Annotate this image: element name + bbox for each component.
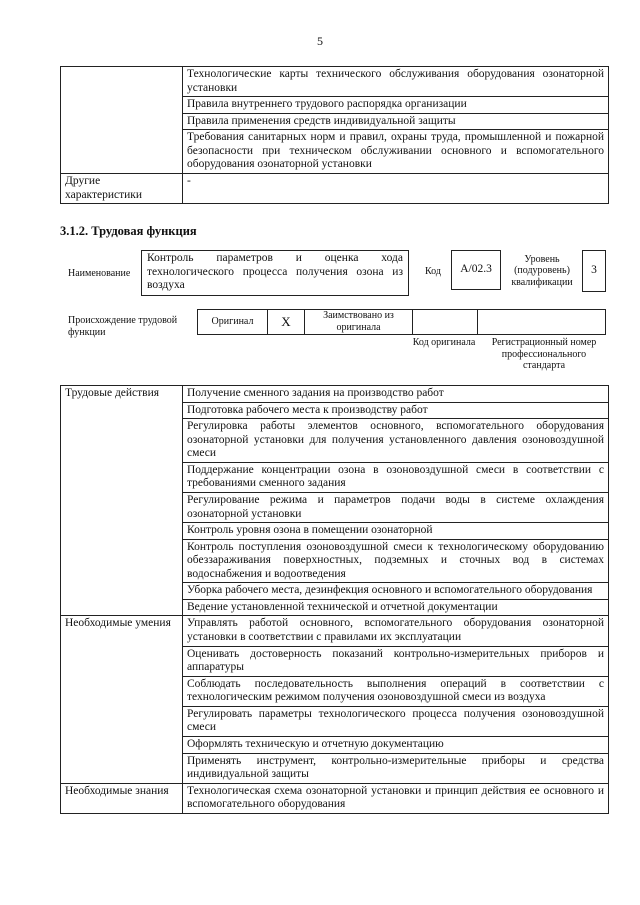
- table-row: [61, 386, 609, 403]
- page-number: 5: [317, 34, 323, 48]
- row-item: Контроль поступления озоновоздушной смеси к технологическому оборудованию обеззараживания поверхностных, подземных и сточных вод в системах водоснабжения и водоотведения: [183, 539, 609, 583]
- row-item: Оформлять техническую и отчетную документацию: [183, 736, 609, 753]
- row-item: Применять инструмент, контрольно-измерительные приборы и средства индивидуальной защиты: [183, 753, 609, 783]
- table-row: [61, 67, 609, 97]
- origin-reg-cell: [478, 310, 606, 335]
- row-item: Регулировка работы элементов основного, вспомогательного оборудования озонаторной установки для получения установленного давления озоновоздушной смеси: [183, 419, 609, 463]
- original-mark: X: [268, 310, 305, 335]
- row-label: Необходимые умения: [61, 616, 183, 783]
- level-label: Уровень (подуровень) квалификации: [511, 253, 573, 288]
- table-row: [61, 783, 609, 813]
- row-item: Технологическая схема озонаторной установки и принцип действия ее основного и вспомогательного оборудования: [183, 783, 609, 813]
- row-item: Правила внутреннего трудового распорядка организации: [183, 97, 609, 114]
- row-item: Контроль уровня озона в помещении озонаторной: [183, 523, 609, 540]
- row-label: [61, 67, 183, 174]
- section-title: 3.1.2. Трудовая функция: [60, 224, 197, 238]
- level-value: 3: [582, 250, 606, 292]
- origin-code-cell: [413, 310, 478, 335]
- row-item: Поддержание концентрации озона в озоновоздушной смеси в соответствии с требованиями сменного задания: [183, 462, 609, 492]
- row-item: Управлять работой основного, вспомогательного оборудования озонаторной установки в соответствии с правилами их эксплуатации: [183, 616, 609, 646]
- row-item: Подготовка рабочего места к производству работ: [183, 402, 609, 419]
- origin-grid: [197, 309, 605, 333]
- row-item: Получение сменного задания на производство работ: [183, 386, 609, 403]
- code-label: Код: [425, 266, 441, 277]
- row-item: Регулирование режима и параметров подачи воды в системе охлаждения озонаторной установки: [183, 492, 609, 522]
- reg-caption: Регистрационный номер профессионального стандарта: [491, 337, 597, 371]
- row-item: Правила применения средств индивидуальной защиты: [183, 113, 609, 130]
- main-table: [60, 385, 609, 814]
- row-label: Необходимые знания: [61, 783, 183, 813]
- row-item: Ведение установленной технической и отчетной документации: [183, 599, 609, 616]
- row-item: Оценивать достоверность показаний контрольно-измерительных приборов и аппаратуры: [183, 646, 609, 676]
- original-label: Оригинал: [198, 310, 268, 335]
- function-name-value: Контроль параметров и оценка хода технологического процесса получения озона из воздуха: [141, 250, 409, 296]
- row-item: -: [183, 173, 609, 203]
- borrowed-label: Заимствовано из оригинала: [305, 310, 413, 335]
- row-item: Уборка рабочего места, дезинфекция основного и вспомогательного оборудования: [183, 583, 609, 600]
- row-item: Технологические карты технического обслуживания оборудования озонаторной установки: [183, 67, 609, 97]
- table-row: [61, 173, 609, 203]
- row-item: Соблюдать последовательность выполнения операций в соответствии с технологическим режимом получения озоновоздушной смеси из воздуха: [183, 676, 609, 706]
- row-label: Другие характеристики: [61, 173, 183, 203]
- function-code-value: А/02.3: [451, 250, 501, 290]
- top-table: [60, 66, 609, 204]
- name-label: Наименование: [68, 268, 131, 279]
- code-caption: Код оригинала: [412, 337, 476, 348]
- row-item: Требования санитарных норм и правил, охраны труда, промышленной и пожарной безопасности при техническом обслуживании основного и вспомогательного оборудования озонаторной установки: [183, 130, 609, 174]
- table-row: [61, 616, 609, 646]
- row-label: Трудовые действия: [61, 386, 183, 616]
- row-item: Регулировать параметры технологического процесса получения озоновоздушной смеси: [183, 706, 609, 736]
- origin-label: Происхождение трудовой функции: [68, 315, 178, 338]
